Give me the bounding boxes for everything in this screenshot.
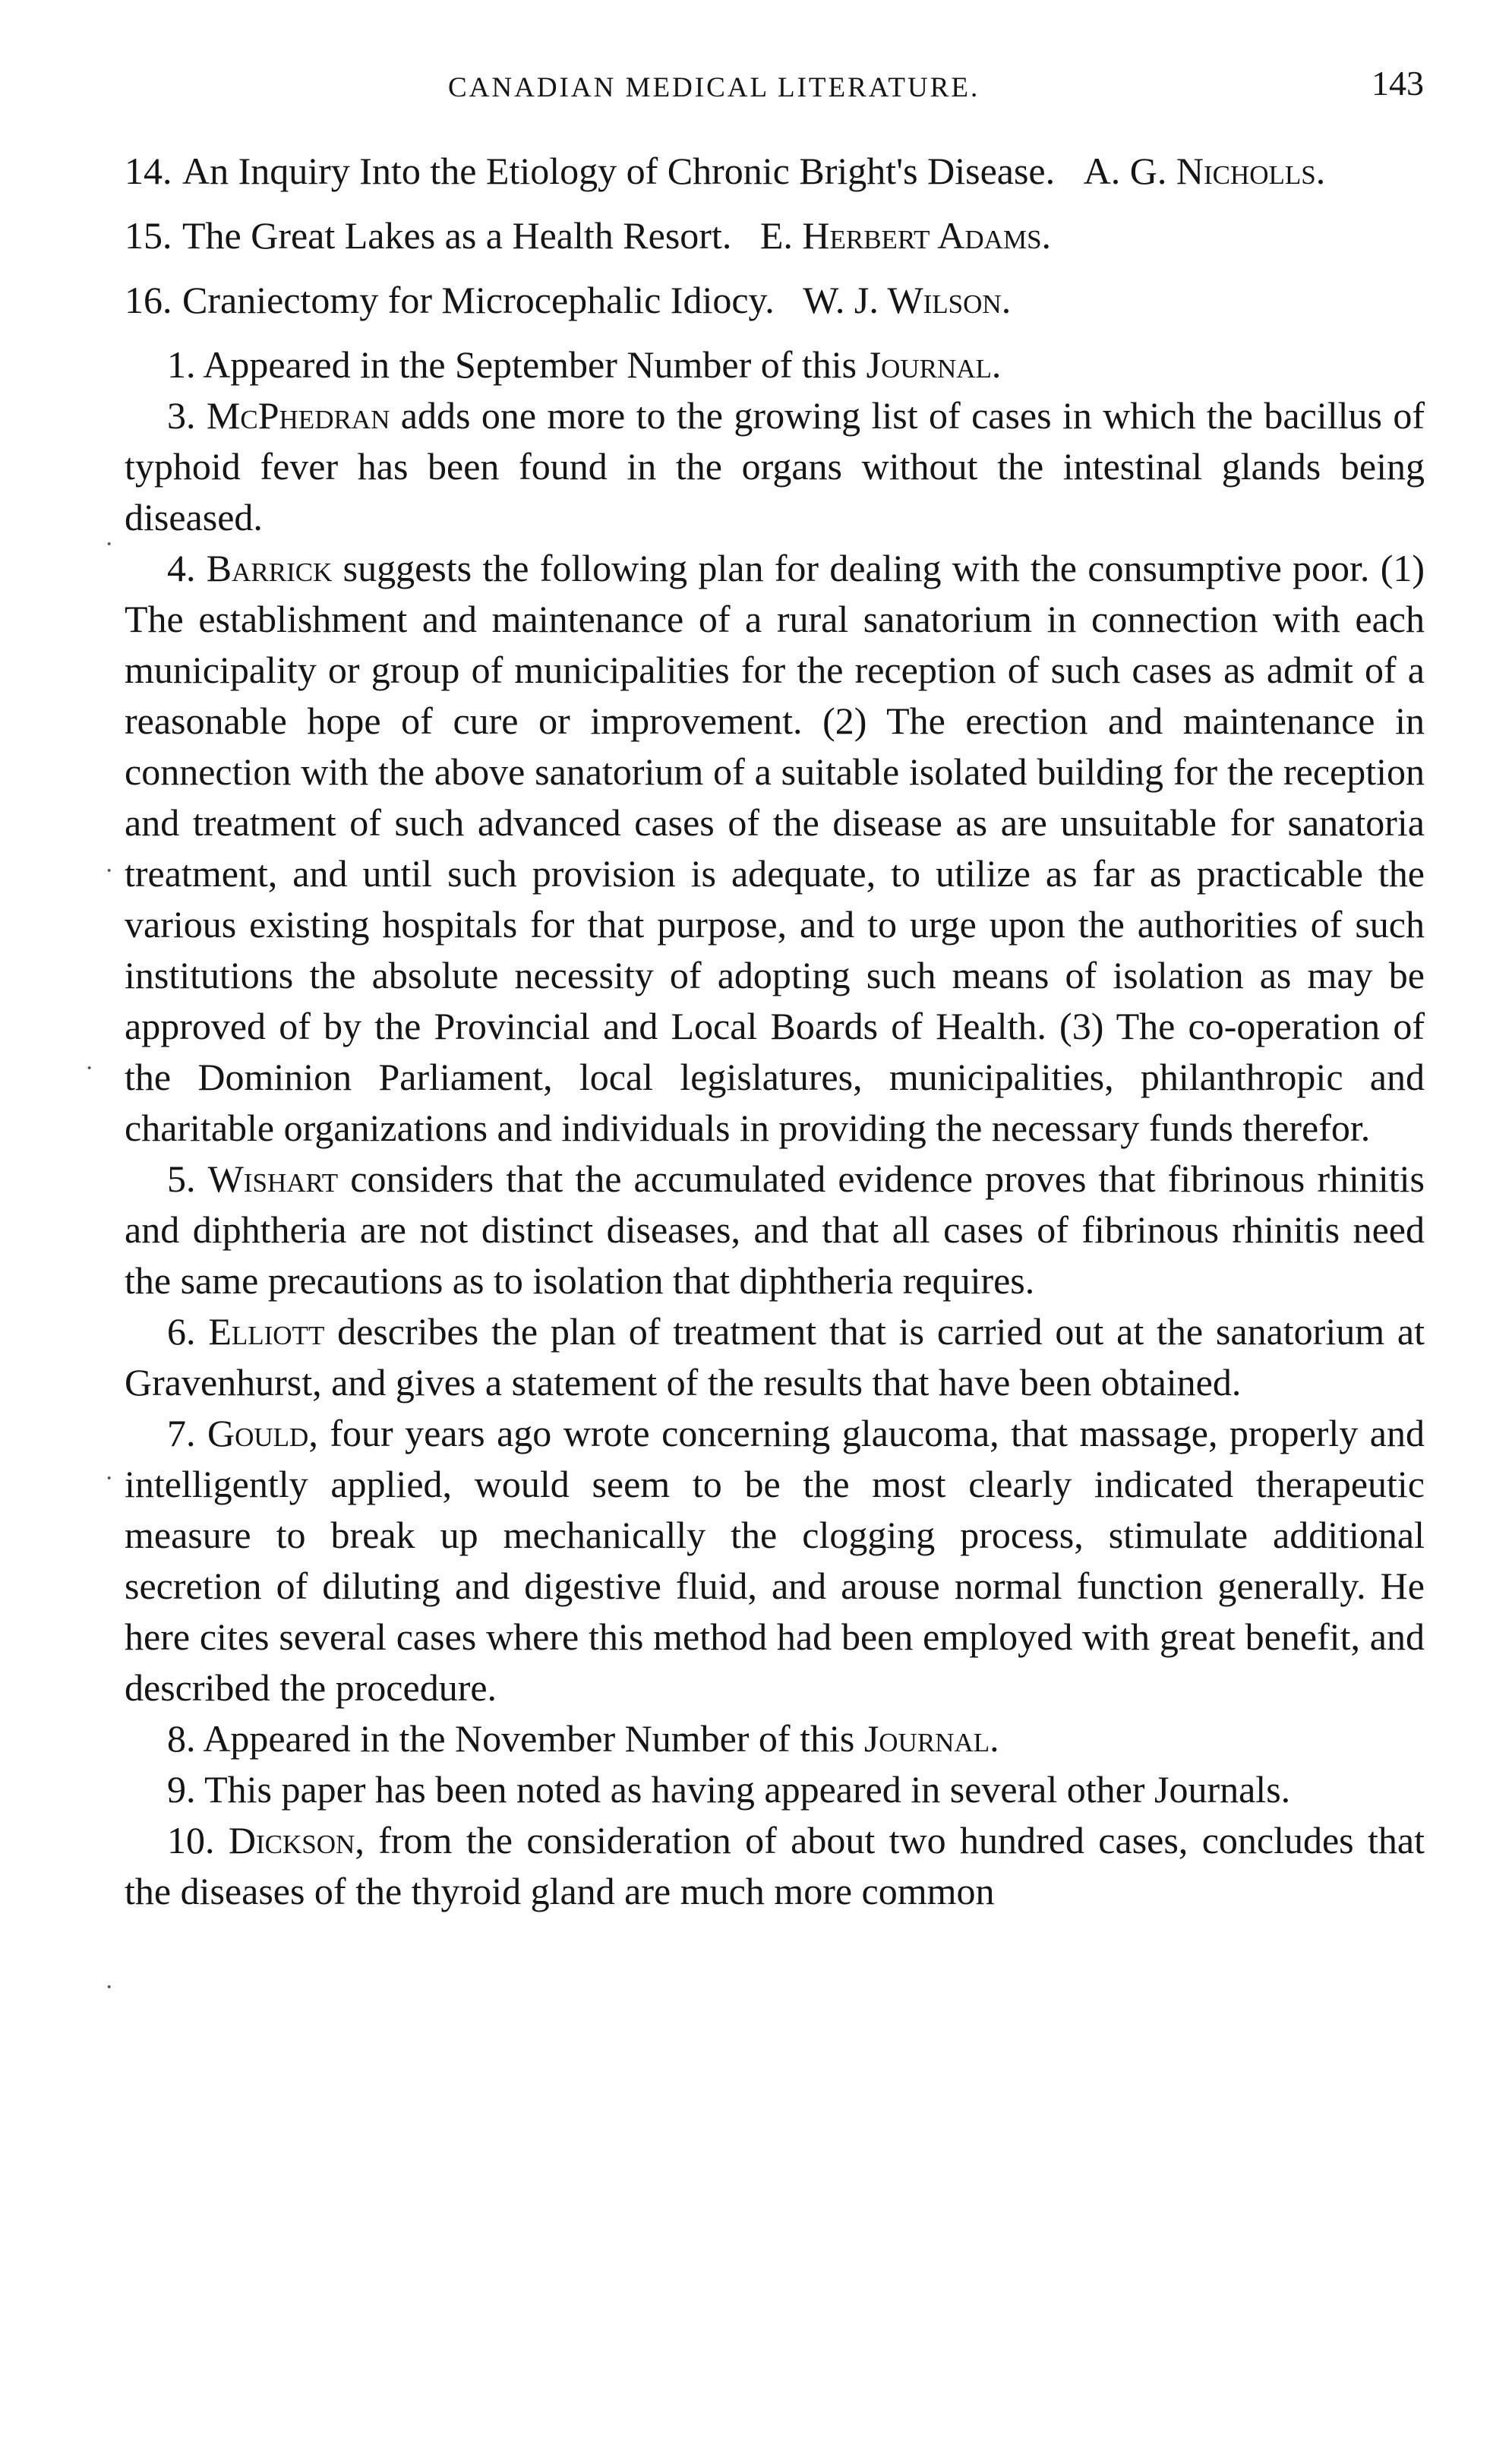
note-paragraph [125,1154,1425,1306]
note-lead: 10. [167,1819,229,1861]
note-text: adds one more to the growing list of cases in which the bacillus of typhoid fever has been found in the organs without the intestinal glands being diseased. [125,394,1425,538]
list-item [125,275,1425,326]
note-lead: 9. This paper has been noted as having appeared in several other Journals. [167,1768,1291,1811]
author-name: Wishart [207,1157,339,1200]
list-item [125,146,1425,197]
note-paragraph [125,390,1425,543]
entry-number: 14. [125,150,172,192]
note-paragraph [125,1713,1425,1764]
note-text: considers that the accumulated evidence proves that fibrinous rhinitis and diphtheria are not distinct diseases, and that all cases of fibrinous rhinitis need the same precautions as to isolation that diphtheria requires. [125,1157,1425,1302]
entry-title: An Inquiry Into the Etiology of Chronic Bright's Disease. [182,150,1056,192]
note-lead: 5. [167,1157,208,1200]
page-header [0,62,1512,115]
note-lead: 6. [167,1310,209,1353]
list-item [125,210,1425,261]
note-text: suggests the following plan for dealing with the consumptive poor. (1) The establishment and maintenance of a rural sanatorium in connection with each municipality or group of municipalities for the reception of such cases as admit of a reasonable hope of cure or improvement. (2) The erection and maintenance in connection with the above sanatorium of a suitable isolated building for the reception and treatment of such advanced cases of the disease as are unsuitable for sanatoria treatment, and until such provision is adequate, to utilize as far as practicable the various existing hospitals for that purpose, and to urge upon the authorities of such institutions the absolute necessity of adopting such means of isolation as may be approved of by the Provincial and Local Boards of Health. (3) The co-operation of the Dominion Parliament, local legislatures, municipalities, philanthropic and charitable organizations and individuals in providing the necessary funds therefor. [125,547,1425,1149]
note-text: describes the plan of treatment that is carried out at the sanatorium at Gravenhurst, and gives a statement of the results that have been obtained. [125,1310,1425,1404]
note-lead: 7. [167,1412,207,1454]
note-text: . [990,1717,999,1760]
entry-author: E. Herbert Adams. [759,214,1052,257]
note-text: , four years ago wrote concerning glaucoma, that massage, properly and intelligently applied, would seem to be the most clearly indicated therapeutic measure to break up mechanically the clogging process, stimulate additional secretion of diluting and digestive fluid, and arouse normal function generally. He here cites several cases where this method had been employed with great benefit, and described the procedure. [125,1412,1425,1709]
note-lead: 4. [167,547,207,589]
note-text: . [991,343,1002,386]
entry-author: W. J. Wilson. [803,279,1012,321]
note-paragraph [125,1306,1425,1408]
running-title: CANADIAN MEDICAL LITERATURE. [448,72,980,103]
entry-title: The Great Lakes as a Health Resort. [182,214,732,257]
scan-speck: · [85,1054,94,1082]
note-paragraph [125,1408,1425,1713]
scan-speck: · [105,857,114,885]
page-number: 143 [1372,64,1424,103]
author-name: Dickson [228,1819,355,1861]
journal-name: Journal [866,343,992,386]
author-name: Gould [207,1412,309,1454]
entry-title: Craniectomy for Microcephalic Idiocy. [182,279,775,321]
scan-speck: · [105,1973,114,2001]
entry-number: 16. [125,279,172,321]
page-body [125,146,1425,1917]
author-name: McPhedran [206,394,390,437]
author-name: Barrick [206,547,333,589]
note-lead: 3. [167,394,207,437]
entry-number: 15. [125,214,172,257]
entry-author: A. G. Nicholls. [1083,150,1326,192]
note-lead: 1. Appeared in the September Number of this [167,343,866,386]
scan-speck: · [105,1464,114,1492]
note-paragraph [125,339,1425,390]
journal-name: Journal [863,1717,990,1760]
note-paragraph [125,1815,1425,1917]
author-name: Elliott [208,1310,325,1353]
note-paragraph [125,1764,1425,1815]
note-lead: 8. Appeared in the November Number of this [167,1717,864,1760]
note-paragraph [125,543,1425,1154]
note-text: , from the consideration of about two hundred cases, concludes that the diseases of the thyroid gland are much more common [125,1819,1425,1912]
scan-speck: · [105,530,114,558]
